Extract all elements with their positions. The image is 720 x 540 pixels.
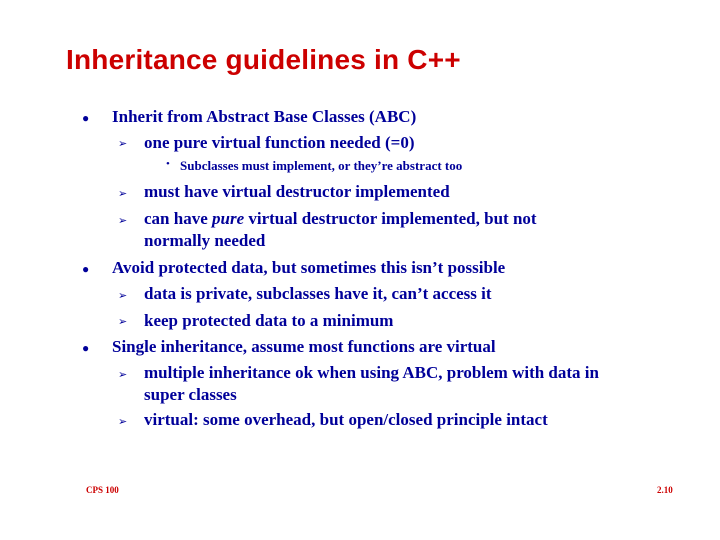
sub-bullet-1c-pre: can have: [144, 209, 212, 228]
arrow-bullet-icon: ➢: [118, 188, 128, 200]
bullet-dot-icon: ●: [82, 341, 90, 355]
small-dot-icon: •: [166, 158, 170, 170]
arrow-bullet-icon: ➢: [118, 290, 128, 302]
sub-sub-bullet-1a1: Subclasses must implement, or they’re abstract too: [180, 158, 463, 173]
bullet-dot-icon: ●: [82, 262, 90, 276]
arrow-bullet-icon: ➢: [118, 138, 128, 150]
slide-title: Inheritance guidelines in C++: [66, 44, 461, 75]
arrow-bullet-icon: ➢: [118, 416, 128, 428]
sub-bullet-2a: data is private, subclasses have it, can’t access it: [144, 284, 492, 303]
sub-bullet-1a: one pure virtual function needed (=0): [144, 133, 415, 152]
sub-bullet-1b: must have virtual destructor implemented: [144, 182, 450, 201]
sub-bullet-1c: [144, 209, 537, 229]
bullet-3: Single inheritance, assume most functions are virtual: [112, 337, 496, 356]
bullet-dot-icon: ●: [82, 111, 90, 125]
sub-bullet-1c-post: virtual destructor implemented, but not: [244, 209, 537, 228]
sub-bullet-2b: keep protected data to a minimum: [144, 311, 394, 330]
sub-bullet-1c-emphasis: pure: [212, 209, 245, 228]
arrow-bullet-icon: ➢: [118, 369, 128, 381]
arrow-bullet-icon: ➢: [118, 215, 128, 227]
arrow-bullet-icon: ➢: [118, 316, 128, 328]
bullet-1: Inherit from Abstract Base Classes (ABC): [112, 107, 417, 126]
sub-bullet-3a-continued: super classes: [144, 385, 237, 404]
sub-bullet-3b: virtual: some overhead, but open/closed principle intact: [144, 410, 548, 429]
sub-bullet-3a: multiple inheritance ok when using ABC, problem with data in: [144, 363, 599, 382]
sub-bullet-1c-continued: normally needed: [144, 231, 266, 250]
footer-page-number: 2.10: [657, 485, 673, 495]
footer-course: CPS 100: [86, 485, 119, 495]
bullet-2: Avoid protected data, but sometimes this isn’t possible: [112, 258, 506, 277]
